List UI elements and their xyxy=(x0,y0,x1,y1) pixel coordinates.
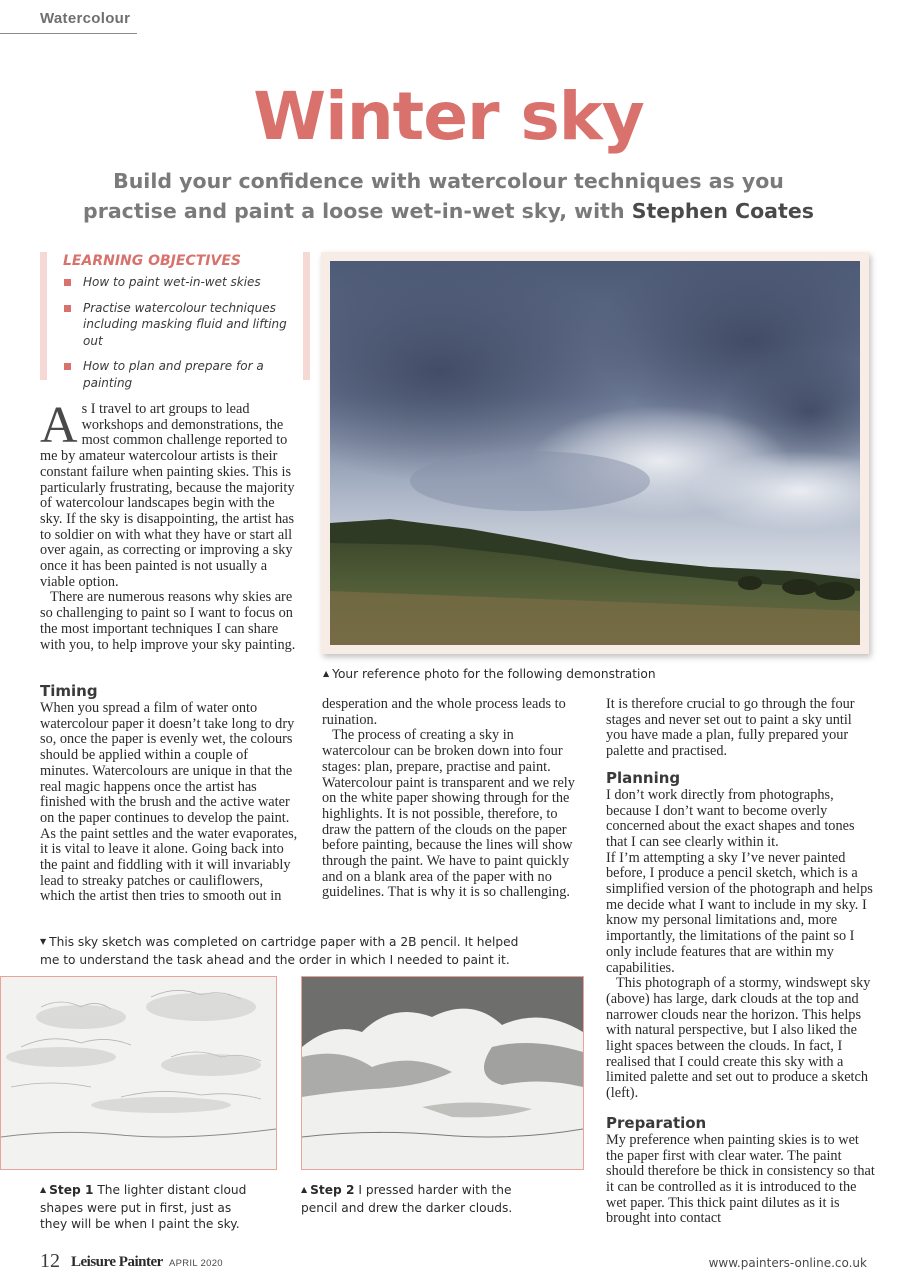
learning-objectives-box xyxy=(40,252,310,390)
intro-paragraph xyxy=(40,397,298,590)
planning-paragraph-3: This photograph of a stormy, windswept sky (above) has large, dark clouds at the top and narrower clouds near the horizon. This helps with natural perspective, but I also liked the light spaces between the clouds. In fact, I realised that I could create this sky with a limited palette and set out to produce a sketch (left). xyxy=(606,975,871,1102)
bullet-square-icon xyxy=(64,363,71,370)
bullet-square-icon xyxy=(64,305,71,312)
triangle-down-icon: ▼ xyxy=(40,937,47,946)
timing-column xyxy=(40,672,298,905)
step-1-caption xyxy=(40,1182,260,1232)
intro-column xyxy=(40,397,298,653)
step-1-sketch xyxy=(0,976,277,1170)
step-1-sketch-image xyxy=(1,977,276,1169)
photo-caption xyxy=(323,666,863,684)
author-name: Stephen Coates xyxy=(631,199,814,223)
planning-heading: Planning xyxy=(606,768,681,787)
objectives-heading: LEARNING OBJECTIVES xyxy=(63,253,241,269)
timing-paragraph: When you spread a film of water onto watercolour paper it doesn’t take long to dry so, once the paper is evenly wet, the colours should be applied within a couple of minutes. Watercolours are unique in that the real magic happens once the artist has finished with the brush and the active water on the paper continues to develop the paint. As the paint settles and the water evaporates, it is vital to leave it alone. Going back into the paint and fiddling with it will invariably lead to streaky patches or cauliflowers, which the artist then tries to smooth out in xyxy=(40,700,298,905)
objective-text: How to paint wet-in-wet skies xyxy=(83,275,261,289)
preparation-heading: Preparation xyxy=(606,1113,707,1132)
reference-photo xyxy=(330,261,860,645)
bullet-square-icon xyxy=(64,279,71,286)
reference-photo-frame xyxy=(321,252,869,654)
triangle-up-icon: ▲ xyxy=(323,669,330,678)
middle-paragraph-1: desperation and the whole process leads to ruination. xyxy=(322,696,566,728)
step-1-text: The lighter distant cloud shapes were put in first, just as they will be when I paint the sky. xyxy=(40,1183,247,1231)
middle-column xyxy=(322,697,584,901)
step-2-caption xyxy=(301,1182,521,1216)
objective-item xyxy=(63,274,303,291)
article-title: Winter sky xyxy=(253,78,644,155)
triangle-up-icon: ▲ xyxy=(301,1185,308,1194)
page-number: 12 xyxy=(40,1250,60,1272)
magazine-logo: Leisure Painter xyxy=(71,1254,163,1270)
article-subtitle xyxy=(0,166,897,226)
preparation-paragraph: My preference when painting skies is to wet the paper first with clear water. The paint should therefore be thick in consistency so that it can be controlled as it is introduced to the wet paper. This thick paint dilutes as it is brought into contact xyxy=(606,1131,875,1227)
website-url: www.painters-online.co.uk xyxy=(708,1256,867,1270)
drop-cap: A xyxy=(40,397,78,454)
objective-text: How to plan and prepare for a painting xyxy=(83,359,264,390)
step-1-label: Step 1 xyxy=(49,1183,94,1197)
step-2-text: I pressed harder with the pencil and drew the darker clouds. xyxy=(301,1183,513,1215)
timing-heading: Timing xyxy=(40,682,98,700)
subtitle-line-1: Build your confidence with watercolour techniques as you xyxy=(113,169,784,193)
step-2-sketch-image xyxy=(302,977,583,1169)
objective-item xyxy=(63,358,303,391)
subtitle-line-2 xyxy=(0,196,897,226)
planning-paragraph-2: If I’m attempting a sky I’ve never painted before, I produce a pencil sketch, which is a simplified version of the photograph and helps me decide what I want to include in my sky. I know my personal limitations and, more importantly, the limitations of the paint so I only include features that are within my capabilities. xyxy=(606,849,873,976)
photo-caption-text: Your reference photo for the following demonstration xyxy=(332,667,656,681)
objective-text: Practise watercolour techniques including masking fluid and lifting out xyxy=(83,300,287,348)
right-paragraph-1: It is therefore crucial to go through the four stages and never set out to paint a sky until you have made a plan, fully prepared your palette and practised. xyxy=(606,696,855,760)
reference-photo-image xyxy=(330,261,860,645)
issue-date: APRIL 2020 xyxy=(169,1258,223,1269)
triangle-up-icon: ▲ xyxy=(40,1185,47,1194)
intro-paragraph-text: s I travel to art groups to lead workshops and demonstrations, the most common challenge reported to me by amateur watercolour artists is their constant failure when painting skies. This is particularly frustrating, because the majority of watercolour landscapes begin with the sky. If the sky is disappointing, the artist has to soldier on with what they have or start all over again, as correcting or improving a sky once it has been painted is not usually a viable option. xyxy=(40,401,295,590)
section-tag xyxy=(0,8,137,34)
sketch-caption xyxy=(40,934,520,968)
sketch-caption-text: This sky sketch was completed on cartridge paper with a 2B pencil. It helped me to understand the task ahead and the order in which I needed to paint it. xyxy=(40,935,519,967)
step-2-sketch xyxy=(301,976,584,1170)
middle-paragraph-2: The process of creating a sky in watercolour can be broken down into four stages: plan, prepare, practise and paint. Watercolour paint is transparent and we rely on the white paper showing through for the highlights. It is not possible, therefore, to draw the pattern of the clouds on the paper before painting, because the lines will show through the paint. We have to paint quickly and on a blank area of the paper with no guidelines. That is why it is so challenging. xyxy=(322,727,575,901)
step-2-label: Step 2 xyxy=(310,1183,355,1197)
planning-paragraph-1: I don’t work directly from photographs, because I don’t want to become overly concerned about the exact shapes and tones that I can see clearly within it. xyxy=(606,786,855,850)
right-column xyxy=(606,697,876,1227)
section-label: Watercolour xyxy=(40,10,131,27)
intro-paragraph-2: There are numerous reasons why skies are so challenging to paint so I want to focus on the most important techniques I can share with you, to help improve your sky painting. xyxy=(40,589,296,653)
subtitle-line-2-text: practise and paint a loose wet-in-wet sky, with xyxy=(83,199,632,223)
objective-item xyxy=(63,300,303,350)
